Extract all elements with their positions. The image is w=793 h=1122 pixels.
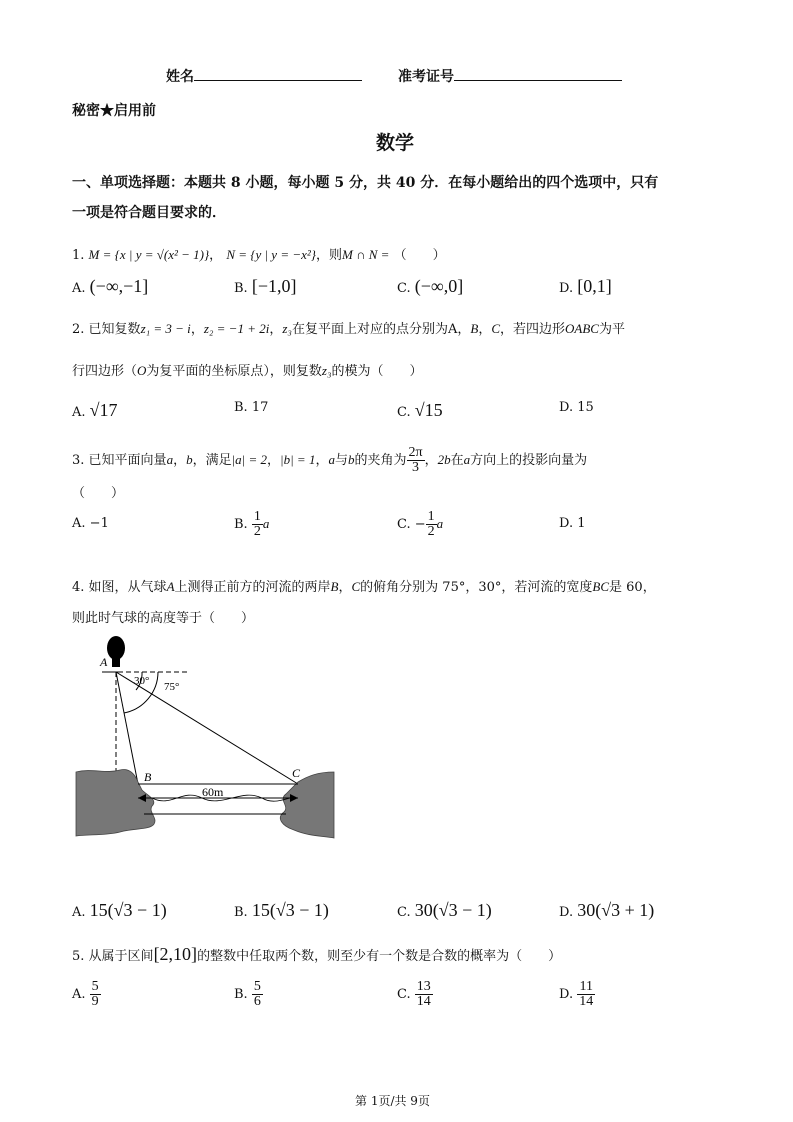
q5-option-d: D. $\frac{11}{14}$	[559, 979, 594, 1009]
fig-label-a: A	[100, 655, 108, 669]
q1-option-c: C. (−∞,0]	[397, 276, 464, 296]
q2-z2: z₂ = −1 + 2i	[203, 321, 270, 336]
q1-number: 1.	[72, 248, 85, 263]
section1-line2: 一项是符合题目要求的．	[72, 205, 226, 221]
q1-then: ，则	[315, 248, 342, 263]
name-field	[166, 66, 362, 86]
q3-angle: $\frac{2\pi}{3}$	[408, 445, 423, 475]
exam-id-field	[398, 66, 622, 86]
name-blank	[194, 66, 362, 81]
q3-option-d: D. 1	[559, 516, 586, 531]
q3-vector-b: b	[186, 452, 193, 467]
fig-label-c: C	[292, 766, 301, 780]
fig-label-b: B	[144, 770, 152, 784]
q2-stem-line2: 行四边形（O为复平面的坐标原点），则复数z₃的模为（ ）	[72, 363, 423, 379]
q1-set-m: M = {x | y = √(x² − 1)}	[88, 247, 210, 262]
secret-label: 秘密★启用前	[72, 103, 156, 119]
q5-interval: [2,10]	[153, 944, 198, 964]
page-title: 数学	[376, 132, 415, 154]
q2-option-b: B. 17	[234, 400, 269, 415]
q3-option-c: C. − $\frac{1}{2}$ a	[397, 509, 444, 539]
q3-option-a: A. −1	[72, 516, 109, 531]
fig-width-label: 60m	[202, 785, 224, 799]
q1-set-n: N = {y | y = −x²}	[226, 247, 316, 262]
fig-angle-75: 75°	[164, 681, 180, 693]
q4-option-d: D. 30(√3 + 1)	[559, 900, 655, 920]
q5-stem: 5. 从属于区间[2,10]的整数中任取两个数，则至少有一个数是合数的概率为（ ）	[72, 944, 562, 964]
q1-option-d: D. [0,1]	[559, 276, 612, 296]
q2-z3: z₃	[282, 321, 292, 336]
q1-expr: M ∩ N =	[342, 247, 390, 262]
q2-stem-line1: 2. 已知复数z₁ = 3 − i，z₂ = −1 + 2i，z₃在复平面上对应的点分别为A，B，C，若四边形OABC为平	[72, 321, 625, 337]
q1-blank: （ ）	[393, 248, 446, 263]
q1-stem: 1. M = {x | y = √(x² − 1)}， N = {y | y = −x²}，则M ∩ N = （ ）	[72, 247, 446, 263]
fig-angle-30: 30°	[134, 675, 150, 687]
q2-z1: z₁ = 3 − i	[140, 321, 191, 336]
q4-balloon-figure	[72, 632, 337, 842]
q2-option-c: C. √15	[397, 400, 443, 420]
exam-id-label: 准考证号	[398, 69, 454, 85]
q5-option-a: A. $\frac{5}{9}$	[72, 979, 99, 1009]
q4-option-c: C. 30(√3 − 1)	[397, 900, 492, 920]
q1-option-b: B. [−1,0]	[234, 276, 297, 296]
page-footer: 第 1页/共 9页	[355, 1094, 430, 1108]
q5-option-c: C. $\frac{13}{14}$	[397, 979, 431, 1009]
q5-option-b: B. $\frac{5}{6}$	[234, 979, 261, 1009]
q1-option-a: A. (−∞,−1]	[72, 276, 149, 296]
q3-vector-a: a	[166, 452, 174, 467]
q2-option-a: A. √17	[72, 400, 118, 420]
q4-stem-line2: 则此时气球的高度等于（ ）	[72, 611, 255, 626]
q4-stem-line1: 4. 如图，从气球A上测得正前方的河流的两岸B，C的俯角分别为 75°，30°，若河流的宽度BC是 60，	[72, 579, 656, 595]
name-label: 姓名	[166, 69, 194, 85]
q4-option-a: A. 15(√3 − 1)	[72, 900, 167, 920]
q2-option-d: D. 15	[559, 400, 594, 415]
balloon-icon	[107, 636, 125, 660]
exam-id-blank	[454, 66, 622, 81]
q3-stem-line1: 3. 已知平面向量a，b，满足|a| = 2，|b| = 1，a与b的夹角为 $\frac{2\pi}{3}$ ，2b在a方向上的投影向量为	[72, 445, 588, 475]
section1-line1: 一、单项选择题：本题共 8 小题，每小题 5 分，共 40 分．在每小题给出的四个选项中，只有	[72, 175, 659, 191]
q4-option-b: B. 15(√3 − 1)	[234, 900, 329, 920]
q2-quadrilateral: OABC	[565, 321, 599, 336]
q3-option-b: B. $\frac{1}{2}$ a	[234, 509, 270, 539]
q3-blank: （ ）	[72, 486, 125, 501]
